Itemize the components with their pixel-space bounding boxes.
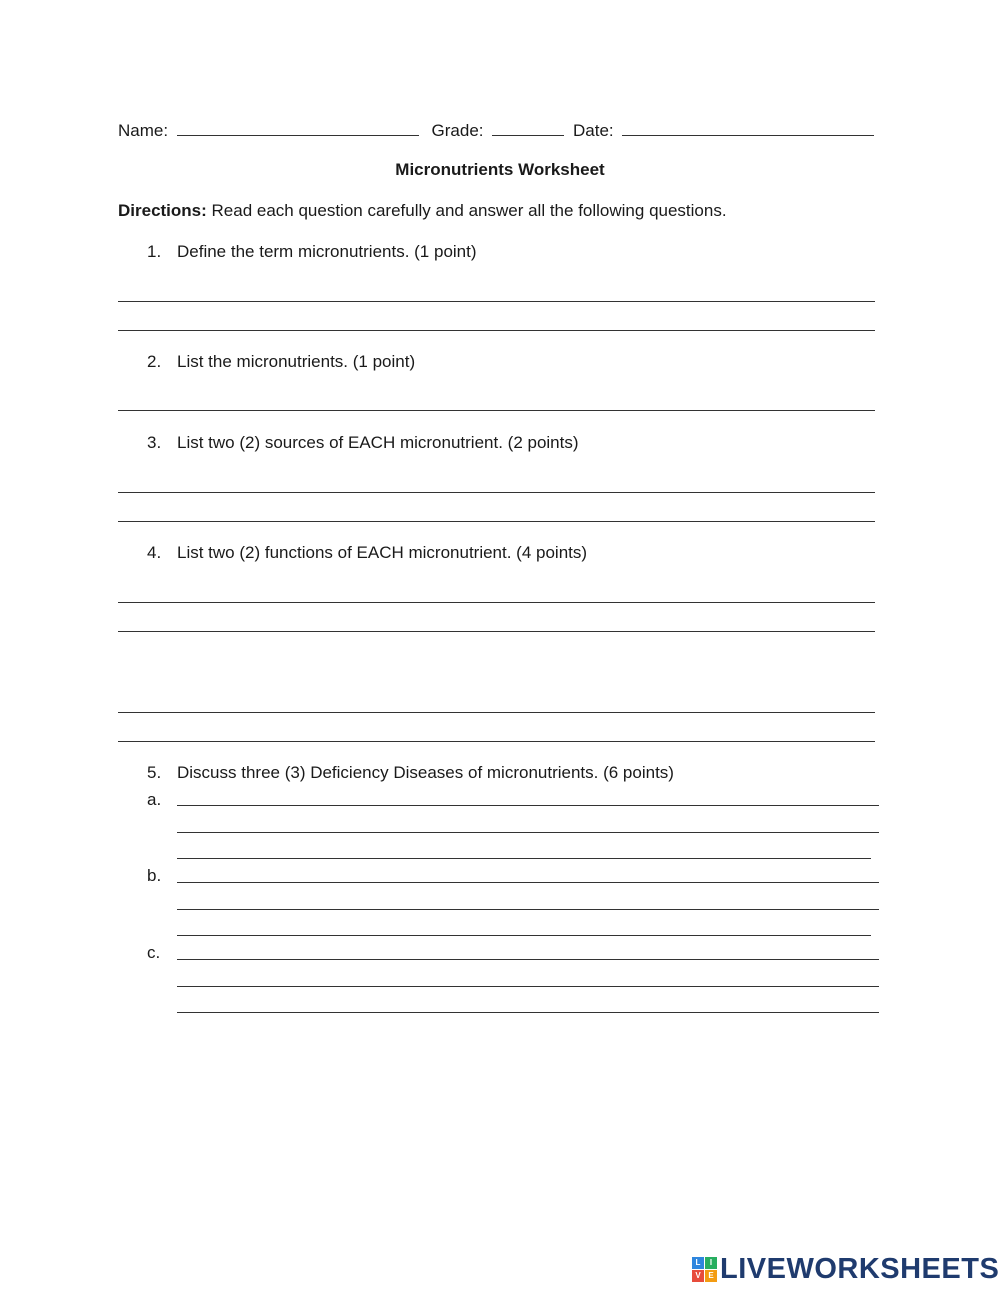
grade-field[interactable] [492, 119, 564, 136]
logo-tile: V [692, 1270, 704, 1282]
answer-line[interactable] [177, 882, 879, 883]
sub-item-a: a. [147, 790, 162, 809]
logo-text: LIVEWORKSHEETS [720, 1252, 1000, 1285]
name-field[interactable] [177, 119, 419, 136]
date-label: Date: [573, 121, 614, 140]
answer-line[interactable] [177, 805, 879, 806]
question-1-text: Define the term micronutrients. (1 point) [177, 242, 477, 261]
answer-line[interactable] [177, 959, 879, 960]
question-1-number: 1. [147, 242, 162, 261]
answer-line[interactable] [118, 330, 875, 331]
liveworksheets-logo [692, 1254, 999, 1284]
question-5-number: 5. [147, 763, 162, 782]
answer-line[interactable] [177, 986, 879, 987]
logo-tile: L [692, 1257, 704, 1269]
answer-line[interactable] [118, 741, 875, 742]
answer-line[interactable] [177, 935, 871, 936]
logo-mark-icon [692, 1257, 717, 1282]
logo-tile: I [705, 1257, 717, 1269]
logo-tile: E [705, 1270, 717, 1282]
answer-line[interactable] [118, 602, 875, 603]
directions-text: Read each question carefully and answer all the following questions. [206, 201, 727, 220]
question-2-text: List the micronutrients. (1 point) [177, 352, 416, 371]
question-3-text: List two (2) sources of EACH micronutrient. (2 points) [177, 433, 579, 452]
answer-line[interactable] [177, 909, 879, 910]
name-label: Name: [118, 121, 169, 140]
sub-item-c: c. [147, 943, 161, 962]
question-4-text: List two (2) functions of EACH micronutrient. (4 points) [177, 543, 588, 562]
answer-line[interactable] [118, 521, 875, 522]
answer-line[interactable] [177, 858, 871, 859]
answer-line[interactable] [118, 712, 875, 713]
sub-item-b: b. [147, 866, 162, 885]
answer-line[interactable] [177, 832, 879, 833]
student-info-row [118, 119, 874, 141]
answer-line[interactable] [118, 492, 875, 493]
answer-line[interactable] [118, 301, 875, 302]
answer-line[interactable] [118, 410, 875, 411]
date-field[interactable] [622, 119, 874, 136]
directions-label: Directions: [118, 201, 207, 220]
answer-line[interactable] [177, 1012, 879, 1013]
answer-line[interactable] [118, 631, 875, 632]
question-4-number: 4. [147, 543, 162, 562]
question-5-text: Discuss three (3) Deficiency Diseases of micronutrients. (6 points) [177, 763, 674, 782]
page-title: Micronutrients Worksheet [395, 160, 605, 179]
grade-label: Grade: [431, 121, 484, 140]
question-3-number: 3. [147, 433, 162, 452]
directions [118, 201, 727, 221]
question-2-number: 2. [147, 352, 162, 371]
